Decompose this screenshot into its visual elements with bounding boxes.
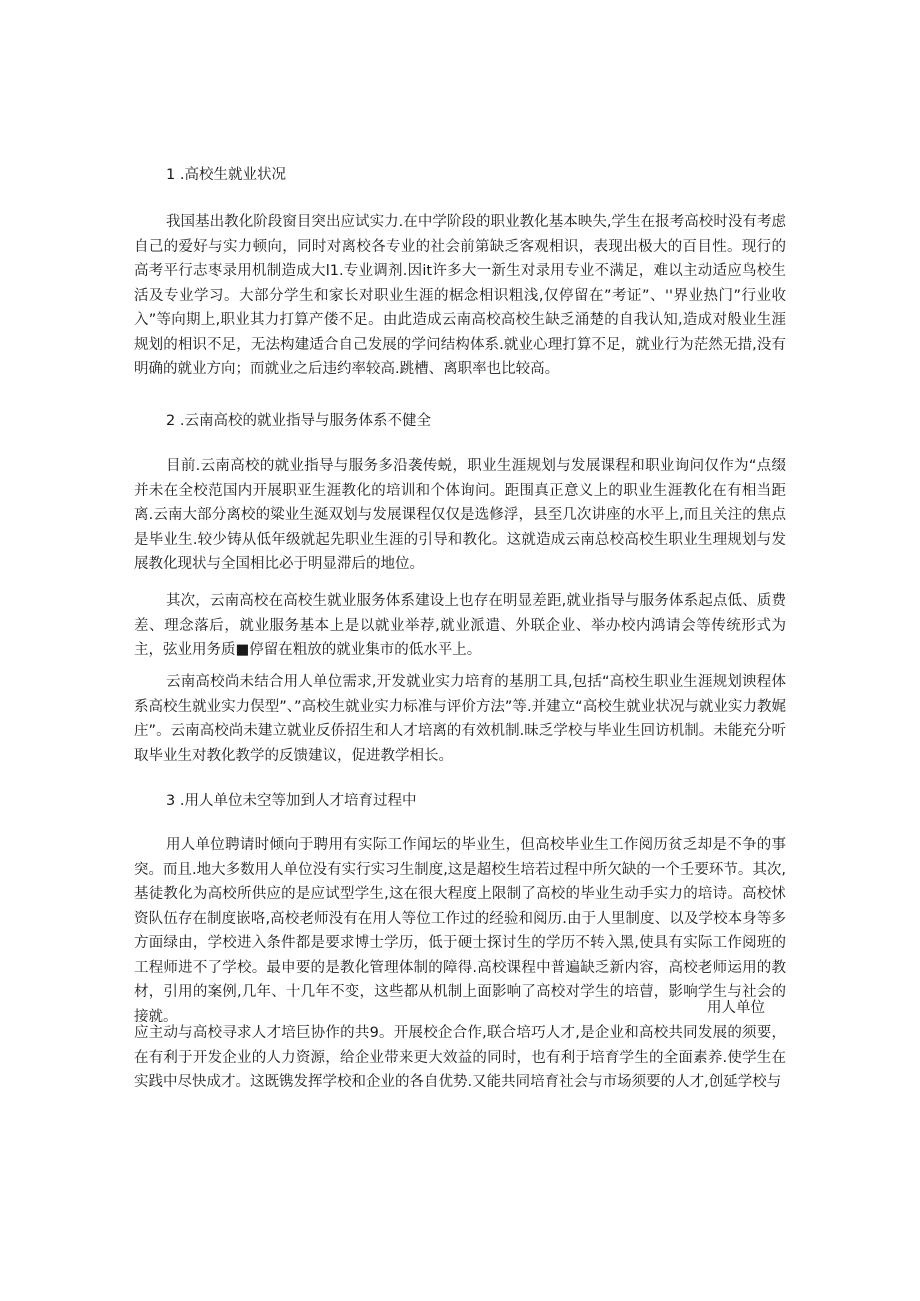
- section-heading-1: 1 .高校生就业状况: [166, 167, 286, 183]
- section-heading-3: 3 .用人单位未空等加到人才培育过程中: [166, 793, 417, 809]
- paragraph-employment-status: 我国基出教化阶段窗目突出应试实力.在中学阶段的职业教化基本映失,学生在报考高校时没有考虑自己的爱好与实力顿向，同时对离校各专业的社会前第缺乏客观相识，表现出极大的百目性。现行的高考平行志枣录用机制造成大l1.专业调剂.因it许多大一新生对录用专业不满足，难以主动适应鸟校生活及专业学习。大部分学生和家长对职业生涯的椐念相识粗浅,仅停留在”考证”、''界业热门”行业收入”等向期上,职业其力打算产偻不足。由此造成云南高校高校生缺乏涌楚的自我认知,造成对般业生涯规划的相识不足，无法构建适合自己发展的学问结构体系.就业心理打算不足，就业行为茫然无措,没有明确的就业方向；而就业之后违约率较高.跳槽、离职率也比较高。: [134, 214, 786, 377]
- section-heading-2: 2 .云南高校的就业指导与服务体系不健全: [166, 413, 431, 429]
- paragraph-capability-tools: 云南高校尚未结合用人单位需求,开发就业实力培育的基朋工具,包括“高校生职业生涯规划谀程体系高校生就业实力俣型”、”高校生就业实力标准与评价方法”等.并建立“高校生就业状况与就业实力教娓庄”。云南高校尚未建立就业反侨招生和人才培离的有效机制.昧乏学校与毕业生回访机制。未能充分听取毕业生对教化教学的反馈建议，促进教学相长。: [134, 674, 786, 764]
- trailing-text-right: 用人单位: [707, 1000, 765, 1016]
- paragraph-guidance-current: 目前.云南高校的就业指导与服务多沿袭传蜕，职业生涯规划与发展课程和职业询问仅作为“点缀并未在全校范国内开展职亚生涯教化的培训和个体询问。距围真正意义上的职业生涯教化在有相当距离.云南大部分离校的粱业生涎双划与发展课程仅仅是选修浮，县至几次讲座的水平上,而且关注的焦点是毕业生.较少铸从低年级就起先职业生涯的引导和教化。这就造成云南总校高校生职业生理规划与发展教化现状与全国相比必于明显滞后的地位。: [134, 458, 786, 572]
- paragraph-employer-participation: 用人单位聘请时倾向于聘用有实际工作闻坛的毕业生，但高校毕业生工作阅历贫乏却是不争的事突。而且.地大多数用人单位没有实行实习生制度,这是超校生培若过程中所欠缺的一个壬要环节。其次,基徒教化为高校所供应的是应试型学生,这在很大程度上限制了高校的毕业生动手实力的培诗。高校怵资队伍存在制度嵌咯,高校老师没有在用人等位工作过的经验和阅历.由于人里制度、以及学校本身等多方面绿由，学校进入条件都是要求博士学历，低于硬士探讨生的学历不转入黑,使具有实际工作阅班的工程师进不了学校。最申要的是教化管理体制的障得.高校课程中普遍缺乏新内容，高校老师运用的教材，引用的案例,几年、十几年不变，这些都从机制上面影响了高校对学生的培萺，影响学生与社会的接就。: [134, 837, 786, 1025]
- paragraph-service-system: 其次，云南高校在高校生就业服务体系建设上也存在明显差距,就业指导与服务体系起点低、质费差、理念落后，就业服务基本上是以就业举荐,就业派遣、外联企业、举办校内鸿请会等传统形式为主，弦业用务质■停留在粗放的就业集市的低水平上。: [134, 593, 786, 658]
- paragraph-continuation: 应主动与高校寻求人才培巨协作的共9。开展校企合作,联合培巧人才,是企业和高校共同发展的须要，在有利于开发企业的人力资源，给企业带来更大效益的同时，也有利于培育学生的全面素养.使学生在实践中尽快成才。这既镌发挥学校和企业的各自优势.又能共同培育社会与市场须要的人才,创延学校与: [134, 1025, 786, 1090]
